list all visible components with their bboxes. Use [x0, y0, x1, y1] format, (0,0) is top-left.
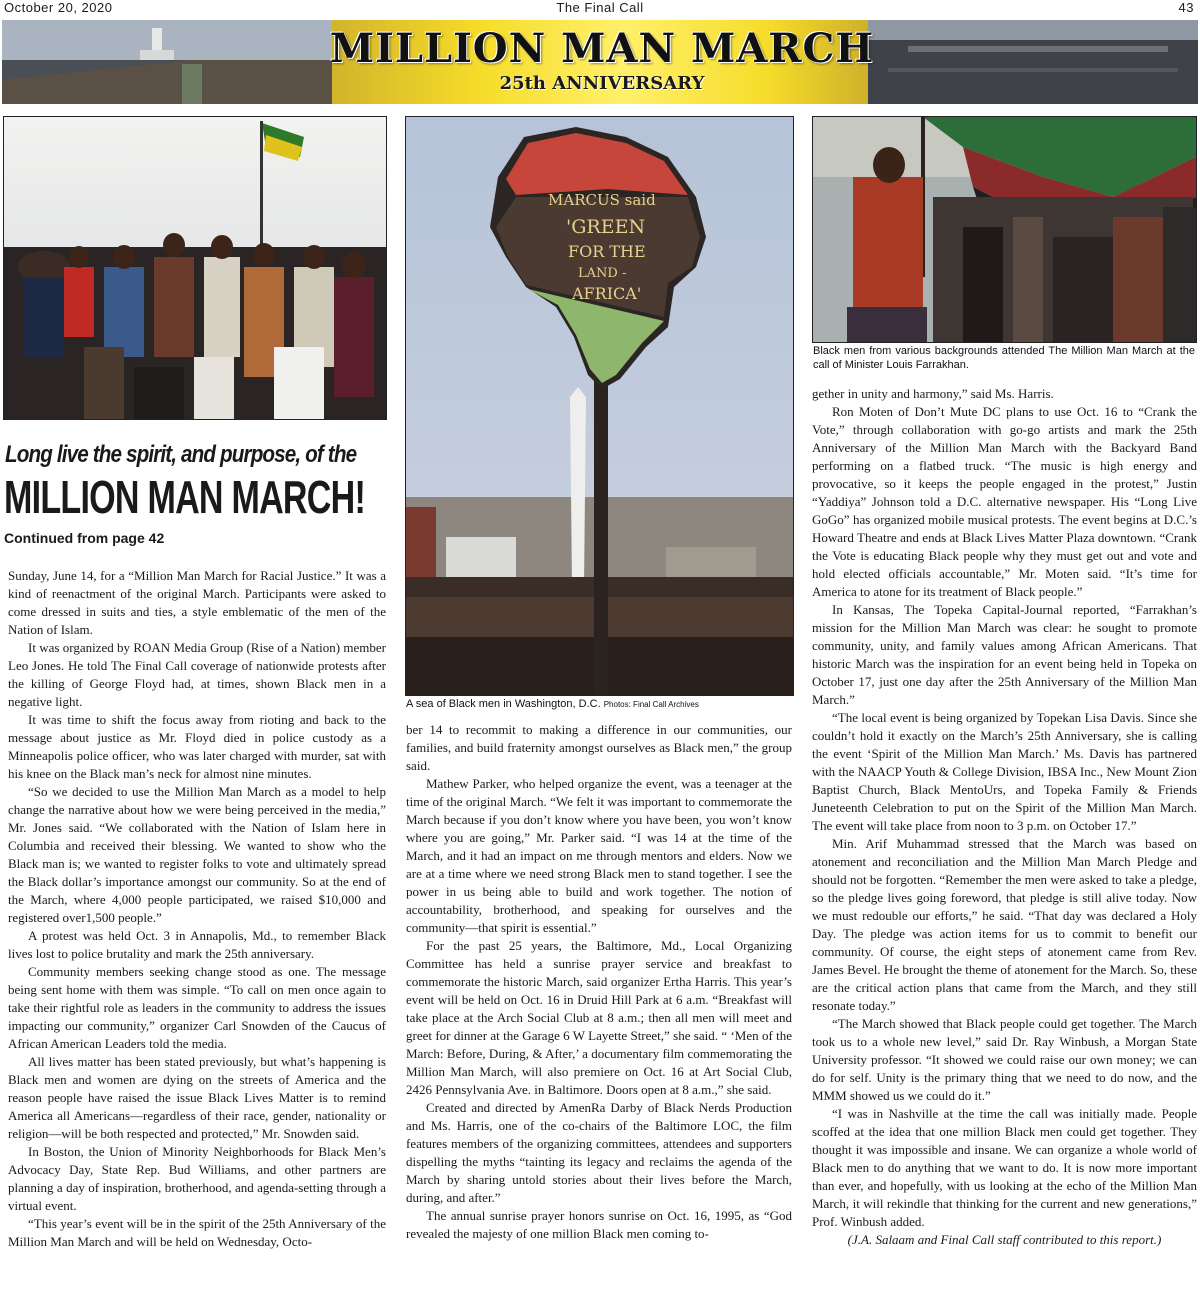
caption-text: A sea of Black men in Washington, D.C.	[406, 698, 601, 710]
paragraph: All lives matter has been stated previously, but what’s happening is Black men and women are dying on the streets of America and the reason people have raised the issue Black Lives Matter is to remind America all Americans—regardless of their race, gender, nationality or religion—will be both respected and protected,” Mr. Snowden said.	[8, 1054, 386, 1141]
paragraph: Sunday, June 14, for a “Million Man March for Racial Justice.” It was a kind of reenactment of the original March. Participants were asked to come dressed in suits and ties, a style emblematic of the men of the Nation of Islam.	[8, 568, 386, 637]
banner-crowd-left-image	[2, 20, 332, 104]
paragraph: “So we decided to use the Million Man March as a model to help change the narrative about how we were being perceived in the media,” Mr. Jones said. “We collaborated with the Nation of Islam here in Columbia and received their blessing. We wanted to show who the Black man is; we wanted to register folks to vote and ultimately spread the Black dollar’s importance amongst our community. So at the end of the March, where 4,000 people participated, we raised $10,000 and registered over1,500 people.”	[8, 784, 386, 925]
men-group-image	[4, 117, 386, 419]
issue-date: October 20, 2020	[4, 0, 113, 15]
sign-line1: MARCUS said	[548, 191, 656, 209]
paragraph: It was time to shift the focus away from rioting and back to the message about justice as Mr. Floyd died in police custody as a Minneapolis police officer, who was later charged with murder, sat with his knee on the Black man’s neck for almost nine minutes.	[8, 712, 386, 781]
publication-name: The Final Call	[556, 0, 644, 15]
paragraph: The annual sunrise prayer honors sunrise on Oct. 16, 1995, as “God revealed the majesty of one million Black men coming to-	[406, 1208, 792, 1241]
continued-from: Continued from page 42	[4, 530, 165, 546]
banner-title: MILLION MAN MARCH	[329, 25, 875, 72]
paragraph: Community members seeking change stood as one. The message being sent home with them was simple. “To call on men once again to take their rightful role as leaders in the community to address the issues impacting our community,” organizer Carl Snowden of the Caucus of African American Leaders told the media.	[8, 964, 386, 1051]
masthead	[0, 0, 1200, 18]
photo-credit: Photos: Final Call Archives	[603, 700, 699, 709]
caption-washington-crowd	[406, 697, 796, 712]
article-signoff: (J.A. Salaam and Final Call staff contributed to this report.)	[847, 1232, 1162, 1247]
paragraph: A protest was held Oct. 3 in Annapolis, Md., to remember Black lives lost to police brutality and mark the 25th anniversary.	[8, 928, 386, 961]
sign-line4: LAND -	[578, 266, 627, 281]
page-number: 43	[1178, 0, 1194, 15]
article-column-3	[812, 385, 1197, 1293]
sign-line3: FOR THE	[568, 242, 646, 261]
paragraph: Ron Moten of Don’t Mute DC plans to use Oct. 16 to “Crank the Vote,” through collaboration with go-go artists and mark the 25th Anniversary of the Million Man March with the Backyard Band performing on a flatbed truck. “The music is high energy and provocative, so it keeps the people engaged in the protest,” Justin “Yaddiya” Johnson told a D.C. alternative newspaper. His “Long Live GoGo” has organized mobile musical protests. The event begins at D.C.’s Howard Theatre and ends at Black Lives Matter Plaza downtown. “Crank the Vote is educating Black people why they must get out and vote and hold elected officials accountable,” Mr. Moten said. “It’s time for America to atone for its treatment of Black people.”	[812, 404, 1197, 599]
paragraph: “The local event is being organized by Topekan Lisa Davis. Since she couldn’t hold it exactly on the March’s 25th Anniversary, she is calling the event ‘Spirit of the Million Man March.’ Ms. Davis has partnered with the NAACP Youth & College Division, IBSA Inc., New Mount Zion Baptist Church, Black MentoUrs, and Topeka Family & Friends Juneteenth Celebration to put on the Spirit of the Million Man March. The event will take place from noon to 3 p.m. on October 17.”	[812, 710, 1197, 833]
paragraph: In Boston, the Union of Minority Neighborhoods for Black Men’s Advocacy Day, State Rep. Bud Williams, and other partners are planning a day of inspiration, brotherhood, and agenda-setting through a virtual event.	[8, 1144, 386, 1213]
paragraph: “I was in Nashville at the time the call was initially made. People scoffed at the idea that one million Black men could get together. They thought it was impossible and insane. We can organize a whole world of Black men to do anything that we want to do. It is now more important than ever, and hopefully, with us looking at the echo of the Million Man March, it will rekindle that thinking for the current and new generations,” Prof. Winbush added.	[812, 1106, 1197, 1229]
photo-marchers-flag	[812, 116, 1197, 343]
washington-crowd-image	[406, 117, 793, 695]
article-column-1	[8, 567, 386, 1293]
paragraph: “The March showed that Black people could get together. The March took us to a whole new level,” said Dr. Ray Winbush, a Morgan State University professor. “It showed we could raise our own money; we can do for self. Unity is the primary thing that we need to do now, and the MMM showed us we could do it.”	[812, 1016, 1197, 1103]
paragraph: In Kansas, The Topeka Capital-Journal reported, “Farrakhan’s mission for the Million Man March was clear: he sought to promote community, unity, and family values among African Americans. That historic March was the inspiration for an event being held in Topeka on October 17, just one day after the 25th Anniversary of the Million Man March.”	[812, 602, 1197, 707]
banner-subtitle: 25th ANNIVERSARY	[499, 73, 705, 94]
marchers-flag-image	[813, 117, 1196, 342]
caption-marchers-flag: Black men from various backgrounds attended The Million Man March at the call of Minister Louis Farrakhan.	[813, 345, 1195, 371]
paragraph: Min. Arif Muhammad stressed that the March was based on atonement and reconciliation and the Million Man March Pledge and should not be forgotten. “Remember the men were asked to take a pledge, so the pledge lives going foreword, that pledge is still alive today. Now we must redouble our efforts,” he said. “That day was declared a Holy Day. The pledge was action items for us to commit to benefit our community. Of course, the eight steps of atonement came from Rev. James Bevel. He brought the theme of atonement for the March. So, these are the critical action plans that came from the March, and they still resonate today.”	[812, 836, 1197, 1013]
photo-washington-crowd	[405, 116, 794, 696]
banner-crowd-right-image	[868, 20, 1198, 104]
sign-line2: 'GREEN	[566, 216, 646, 238]
section-banner	[2, 20, 1198, 104]
sign-line5: AFRICA'	[572, 284, 642, 303]
photo-men-group	[3, 116, 387, 420]
article-column-2	[406, 721, 792, 1293]
paragraph: It was organized by ROAN Media Group (Rise of a Nation) member Leo Jones. He told The Final Call coverage of nationwide protests after the killing of George Floyd had, at times, shown Black men in a negative light.	[8, 640, 386, 709]
headline-main: MILLION MAN MARCH!	[4, 471, 366, 523]
paragraph: Mathew Parker, who helped organize the event, was a teenager at the time of the original March. “We felt it was important to commemorate the March because if you don’t know where you have been, you won’t know where you are going,” Mr. Parker said. “I was 14 at the time of the March, and it had an impact on me through mentors and elders. Now we are at a time where we need strong Black men to stand together. I see the power in us being able to build and work together. The notion of accountability, brotherhood, and speaking for ourselves and the community—that spirit is essential.”	[406, 776, 792, 935]
headline-kicker: Long live the spirit, and purpose, of the	[5, 441, 357, 468]
paragraph: Created and directed by AmenRa Darby of Black Nerds Production and Ms. Harris, one of the co-chairs of the Baltimore LOC, the film features members of the organizing committees, attendees and supporters dispelling the myths “tainting its legacy and reclaims the agenda of the March by sharing untold stories about their lives before the March, during, and after.”	[406, 1100, 792, 1205]
paragraph: For the past 25 years, the Baltimore, Md., Local Organizing Committee has held a sunrise prayer service and breakfast to commemorate the historic March, said organizer Ertha Harris. This year’s event will be held on Oct. 16 in Druid Hill Park at 6 a.m. “Breakfast will take place at the Arch Social Club at 8 a.m.; then all men will meet and greet for dinner at the Garage 6 W Layette Street,” she said. “ ‘Men of the March: Before, During, & After,’ a documentary film commemorating the Million Man March, will also premiere on Oct. 16 at Art Social Club, 2426 Pennsylvania Ave. in Baltimore. Doors open at 8 a.m.,” she said.	[406, 938, 792, 1097]
paragraph: gether in unity and harmony,” said Ms. Harris.	[812, 386, 1054, 401]
paragraph: ber 14 to recommit to making a difference in our communities, our families, and build fraternity amongst ourselves as Black men,” the group said.	[406, 722, 792, 773]
paragraph: “This year’s event will be in the spirit of the 25th Anniversary of the Million Man March and will be held on Wednesday, Octo-	[8, 1216, 386, 1249]
